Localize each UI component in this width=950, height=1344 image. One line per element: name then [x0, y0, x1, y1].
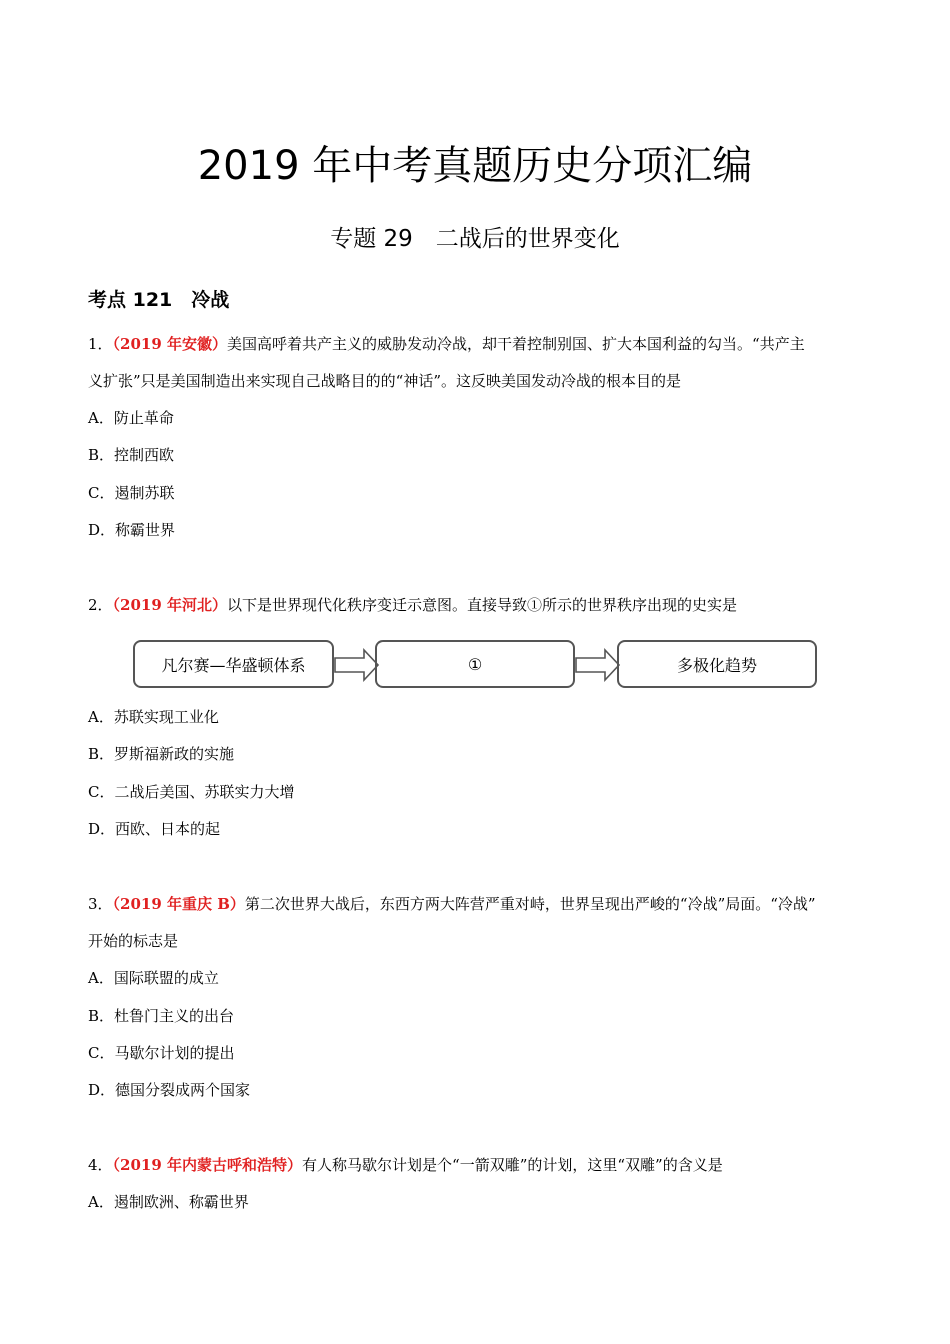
diagram-box-blank: ① [375, 640, 575, 688]
diagram-arrow-1-icon [334, 648, 380, 682]
section-heading: 考点 121 冷战 [88, 289, 230, 311]
question-source: （2019 年河北） [112, 596, 228, 614]
question-1-stem-continued: 义扩张”只是美国制造出来实现自己战略目的的“神话”。这反映美国发动冷战的根本目的是 [88, 372, 682, 390]
question-2-stem [88, 593, 872, 617]
question-4-option-a: A．遏制欧洲、称霸世界 [88, 1193, 249, 1211]
document-title: 2019 年中考真题历史分项汇编 [197, 143, 753, 189]
question-3-option-d: D．德国分裂成两个国家 [88, 1081, 251, 1099]
question-number: 4． [88, 1156, 113, 1174]
question-2-option-b: B．罗斯福新政的实施 [88, 745, 235, 763]
question-1-option-a: A．防止革命 [88, 409, 174, 427]
question-2-option-c: C．二战后美国、苏联实力大增 [88, 783, 295, 801]
question-text: 第二次世界大战后，东西方两大阵营严重对峙，世界呈现出严峻的“冷战”局面。“冷战” [244, 895, 816, 913]
question-1-stem [88, 332, 872, 356]
diagram-arrow-2-icon [575, 648, 621, 682]
question-1-option-b: B．控制西欧 [88, 446, 175, 464]
diagram-box-multipolar: 多极化趋势 [617, 640, 817, 688]
question-source: （2019 年内蒙古呼和浩特） [112, 1156, 303, 1174]
question-2-option-a: A．苏联实现工业化 [88, 708, 219, 726]
document-subtitle: 专题 29 二战后的世界变化 [330, 226, 620, 252]
question-number: 1． [88, 335, 113, 353]
question-3-option-c: C．马歇尔计划的提出 [88, 1044, 235, 1062]
question-text: 有人称马歇尔计划是个“一箭双雕”的计划，这里“双雕”的含义是 [302, 1156, 723, 1174]
question-text: 美国高呼着共产主义的威胁发动冷战，却干着控制别国、扩大本国利益的勾当。“共产主 [227, 335, 805, 353]
question-3-option-a: A．国际联盟的成立 [88, 969, 219, 987]
question-number: 2． [88, 596, 113, 614]
question-3-stem-continued: 开始的标志是 [88, 932, 179, 950]
question-3-stem [88, 892, 872, 916]
question-number: 3． [88, 895, 113, 913]
question-2-option-d: D．西欧、日本的起 [88, 820, 221, 838]
question-source: （2019 年安徽） [112, 335, 228, 353]
question-1-option-c: C．遏制苏联 [88, 484, 175, 502]
question-1-option-d: D．称霸世界 [88, 521, 176, 539]
question-source: （2019 年重庆 B） [112, 895, 245, 913]
question-text: 以下是世界现代化秩序变迁示意图。直接导致①所示的世界秩序出现的史实是 [227, 596, 738, 614]
question-3-option-b: B．杜鲁门主义的出台 [88, 1007, 235, 1025]
question-4-stem [88, 1153, 872, 1177]
diagram-box-versailles: 凡尔赛—华盛顿体系 [133, 640, 334, 688]
